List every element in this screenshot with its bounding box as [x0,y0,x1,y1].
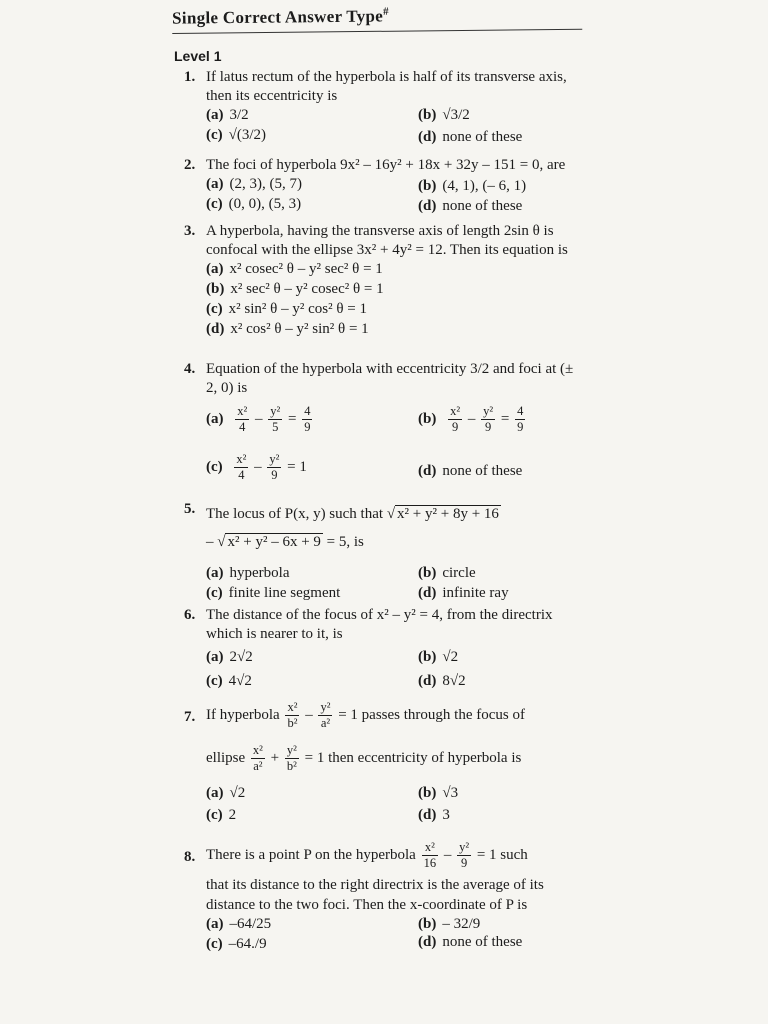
level-heading: Level 1 [174,48,222,64]
radical-1: x² + y² + 8y + 16 [397,506,499,522]
option-b[interactable]: (b) $\frac{\text{x²}}{9}$ – $\frac{\text{y²}}{9}$ = $\frac{4}{9}$ [418,404,524,434]
fraction: $\frac{\text{x²}}{4}$ [236,452,247,482]
fraction: $\frac{\text{y²}}{5}$ [270,404,281,434]
option-c[interactable]: (c) finite line segment [206,585,341,601]
options [206,106,584,146]
question-stem: If latus rectum of the hyperbola is half of its transverse axis, then its eccentricity is [206,69,567,104]
option-a[interactable]: (a) 3/2 [206,107,249,123]
radical-2: x² + y² – 6x + 9 [227,534,321,550]
option-b[interactable]: (b) x² sec² θ – y² cosec² θ = 1 [206,281,384,297]
fraction: $\frac{\text{x²}}{4}$ [237,404,248,434]
option-d[interactable]: (d) none of these [418,934,523,950]
option-a[interactable]: (a) 2√2 [206,649,253,665]
option-d[interactable]: (d) 3 [418,807,450,823]
question-stem: The distance of the focus of x² – y² = 4, from the directrix which is nearer to it, is [206,607,553,642]
option-b[interactable]: (b) √2 [418,649,459,665]
question-stem: Equation of the hyperbola with eccentricity 3/2 and foci at (± 2, 0) is [206,361,574,396]
question-7 [184,700,584,828]
options [206,648,584,692]
fraction: $\frac{\text{y²}}{\text{a²}}$ [320,700,331,730]
option-d[interactable]: (d) x² cos² θ – y² sin² θ = 1 [206,321,369,337]
question-2 [184,156,584,215]
option-c[interactable]: (c) 2 [206,807,237,823]
option-c[interactable]: (c) (0, 0), (5, 3) [206,196,302,212]
question-3 [184,222,584,340]
fraction: $\frac{\text{x²}}{\text{b²}}$ [287,700,298,730]
fraction: $\frac{4}{9}$ [304,404,311,434]
section-header [172,4,582,34]
question-number: 5. [184,501,196,517]
option-a[interactable]: (a) $\frac{\text{x²}}{4}$ – $\frac{\text{y²}}{5}$ = $\frac{4}{9}$ [206,404,311,434]
section-mark: # [383,5,389,18]
options [206,398,584,498]
option-a[interactable]: (a) √2 [206,785,246,801]
question-stem: The locus of P(x, y) such that √ x² + y² + 8y + 16 – √ x² + y² – 6x + 9 = 5, is [206,506,499,550]
option-a[interactable]: (a) (2, 3), (5, 7) [206,176,302,192]
question-number: 8. [184,849,196,865]
option-a[interactable]: (a) –64/25 [206,916,272,932]
fraction: $\frac{\text{x²}}{\text{a²}}$ [252,743,263,773]
options [206,564,584,604]
option-b[interactable]: (b) √3/2 [418,107,470,123]
question-1 [184,68,584,146]
option-c[interactable]: (c) x² sin² θ – y² cos² θ = 1 [206,301,367,317]
question-number: 2. [184,157,196,173]
section-title: Single Correct Answer Type [172,6,384,28]
question-stem-continued: that its distance to the right directrix is the average of its distance to the two foci. Then the x-coordinate of P is [206,877,544,913]
question-number: 4. [184,361,196,377]
question-number: 1. [184,69,196,85]
option-b[interactable]: (b) √3 [418,785,459,801]
option-c[interactable]: (c) –64./9 [206,936,267,952]
fraction: $\frac{\text{x²}}{9}$ [450,404,461,434]
option-a[interactable]: (a) x² cosec² θ – y² sec² θ = 1 [206,261,383,277]
option-c[interactable]: (c) √(3/2) [206,127,267,143]
options [206,784,584,828]
options [206,175,584,215]
fraction: $\frac{\text{x²}}{16}$ [423,840,437,870]
option-d[interactable]: (d) none of these [418,463,523,479]
question-4 [184,360,584,498]
question-stem: A hyperbola, having the transverse axis of length 2sin θ is confocal with the ellipse 3x² + 4y² = 12. Then its equation is [206,223,568,258]
option-b[interactable]: (b) circle [418,565,476,581]
question-stem: The foci of hyperbola 9x² – 16y² + 18x + 32y – 151 = 0, are [206,157,566,173]
question-number: 6. [184,607,196,623]
option-d[interactable]: (d) 8√2 [418,673,466,689]
fraction: $\frac{\text{y²}}{9}$ [483,404,494,434]
question-number: 7. [184,709,196,725]
option-a[interactable]: (a) hyperbola [206,565,290,581]
question-6 [184,606,584,692]
fraction: $\frac{4}{9}$ [517,404,524,434]
options [206,915,584,957]
option-b[interactable]: (b) (4, 1), (– 6, 1) [418,178,527,194]
question-8 [184,840,584,957]
question-5 [184,500,584,604]
option-b[interactable]: (b) – 32/9 [418,916,481,932]
question-stem: If hyperbola $\frac{\text{x²}}{\text{b²}}$ – $\frac{\text{y²}}{\text{a²}}$ = 1 passes through the focus of ellipse $\frac{\text{x²}}{\text{a²}}$ + $\frac{\text{y²}}{\text{b²}}$ = 1 then eccentricity of hyperbola is [206,700,525,773]
options [206,260,584,340]
fraction: $\frac{\text{y²}}{\text{b²}}$ [286,743,297,773]
question-number: 3. [184,223,196,239]
option-d[interactable]: (d) none of these [418,198,523,214]
option-d[interactable]: (d) infinite ray [418,585,509,601]
option-c[interactable]: (c) 4√2 [206,673,252,689]
fraction: $\frac{\text{y²}}{9}$ [459,840,470,870]
option-c[interactable]: (c) $\frac{\text{x²}}{4}$ – $\frac{\text{y²}}{9}$ = 1 [206,452,307,482]
question-stem: There is a point P on the hyperbola $\frac{\text{x²}}{16}$ – $\frac{\text{y²}}{9}$ = 1 such that its distance to the right directrix is the average of its distance to the two foci. Then the x-coordinate of P is [206,840,584,915]
fraction: $\frac{\text{y²}}{9}$ [269,452,280,482]
option-d[interactable]: (d) none of these [418,129,523,145]
